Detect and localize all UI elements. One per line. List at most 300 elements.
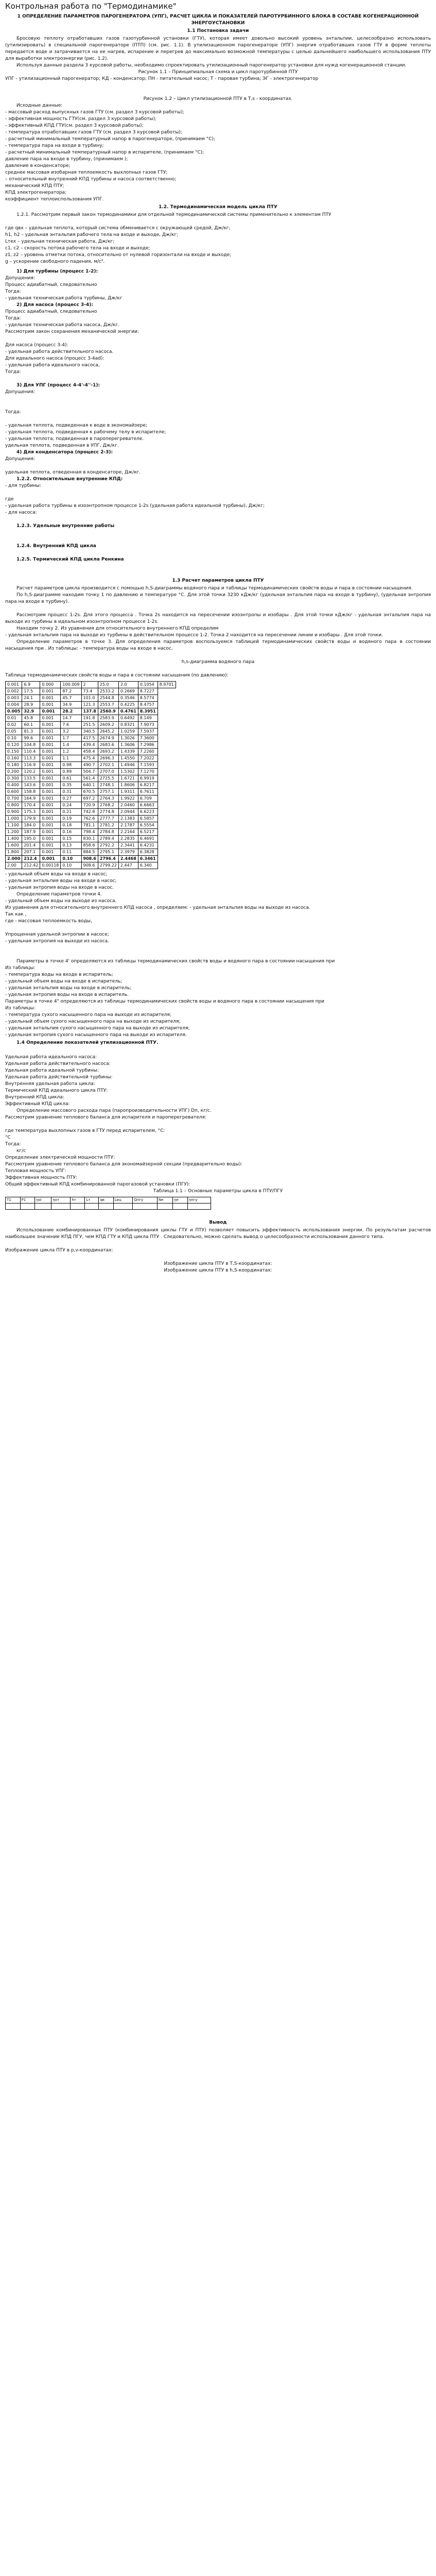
table-cell: 87.2 — [61, 688, 81, 695]
table-cell — [187, 1204, 211, 1210]
table-header-cell: Lт — [85, 1197, 99, 1204]
list-item: где — [5, 497, 14, 502]
table-row — [6, 708, 176, 715]
table-cell: 2796.4 — [98, 856, 118, 862]
list-item: Допущения: — [5, 389, 35, 395]
table-header-cell: Т1 — [6, 1197, 21, 1204]
table-cell: 133.5 — [22, 775, 40, 782]
table-cell: 0.700 — [6, 795, 22, 802]
list-item: - для насоса: — [5, 510, 37, 515]
list-item: механический КПД ПТУ; — [5, 183, 64, 189]
list-item: - для турбины: — [5, 483, 42, 488]
table-cell: 2795.1 — [98, 849, 118, 856]
table-cell: 0.4761 — [118, 708, 138, 715]
table-row — [6, 822, 176, 829]
table-cell: 2799.22 — [98, 862, 118, 869]
table-cell: 8.9701 — [158, 682, 176, 688]
table-row — [6, 702, 176, 708]
table-cell: 0.89 — [61, 769, 81, 775]
list-item: - температура сухого насыщенного пара на выходе из испарителя; — [5, 1012, 171, 1018]
table-cell: 0.005 — [6, 708, 22, 715]
table-cell: 14.7 — [61, 715, 81, 722]
table-cell: 670.5 — [81, 789, 98, 795]
table-cell: 0.180 — [6, 762, 22, 769]
table-cell: 2748.1 — [98, 782, 118, 789]
table-cell: 1.9311 — [118, 789, 138, 795]
paragraph: По h,S-диаграмме находим точку 1 по давлению и температуре °С. Для этой точки 3230 кДж/кг (удельная энтальпия пара на входе в турбину), (удельная энтропия пара на входе в турбину). — [5, 592, 431, 604]
hs-diagram-label: Изображение цикла ПТУ в h,S-координатах: — [164, 1268, 272, 1273]
table-cell: 0.003 — [6, 695, 22, 702]
table-cell: 858.6 — [81, 842, 98, 849]
list-item: Lтех – удельная техническая работа, Дж/кг; — [5, 239, 115, 244]
list-item: g – ускорение свободного падения, м/с². — [5, 259, 105, 264]
pump-heading: 2) Для насоса (процесс 3-4): — [16, 302, 93, 308]
saturation-properties-table — [5, 681, 176, 869]
list-item: кг/с — [16, 1148, 26, 1154]
list-item: Рассмотрим закон сохранения механической энергии: — [5, 329, 139, 334]
subsection-1-2-heading: 1.2. Термодинамическая модель цикла ПТУ — [159, 205, 277, 210]
table-cell: 2553.7 — [98, 702, 118, 708]
table-cell — [20, 1204, 34, 1210]
table-cell — [173, 1204, 188, 1210]
table-cell: 81.3 — [22, 728, 40, 735]
figure-1-2-caption: Рисунок 1.2 – Цикл утилизационной ПТУ в T,s - координатах. — [143, 96, 293, 101]
table-cell: 1.9922 — [118, 795, 138, 802]
table-cell: 110.4 — [22, 749, 40, 755]
table-cell: 2609.2 — [98, 722, 118, 728]
table-cell: 0.11 — [61, 849, 81, 856]
table-cell: 2544.8 — [98, 695, 118, 702]
table-cell: 2.1383 — [118, 816, 138, 822]
table-header-cell: ηe — [173, 1197, 188, 1204]
table-cell: 2768.2 — [98, 802, 118, 809]
table-cell: 0.001 — [40, 829, 61, 836]
list-item: Из таблицы: — [5, 965, 36, 971]
table-row — [6, 735, 176, 742]
table-cell: 1.8606 — [118, 782, 138, 789]
subsection-1-3-heading: 1.3 Расчет параметров цикла ПТУ — [172, 578, 264, 583]
table-cell: 0.1054 — [138, 682, 158, 688]
table-cell: 0.300 — [6, 775, 22, 782]
list-item: Процесс адиабатный, следовательно — [5, 282, 97, 287]
table-cell: 175.3 — [22, 809, 40, 816]
table-cell: 0.001 — [40, 842, 61, 849]
list-item: h1, h2 – удельная энтальпия рабочего тела на входе и выходе, Дж/кг; — [5, 232, 179, 238]
list-item: Тогда: — [5, 289, 21, 294]
table-cell: 0.01 — [6, 715, 22, 722]
table-cell: 7.1270 — [138, 769, 158, 775]
table-header-cell: Qпгу — [133, 1197, 158, 1204]
list-item: Определение параметров точки 4. — [16, 892, 102, 897]
table-cell: 0.150 — [6, 749, 22, 755]
list-item: - расчетный минимальный температурный напор в парогенераторе, (принимаем °С); — [5, 137, 216, 142]
list-item: - температура пара на входе в турбину; — [5, 143, 104, 148]
list-item: Определение электрической мощности ПТУ: — [5, 1155, 115, 1160]
table-cell: 417.5 — [81, 735, 98, 742]
list-item: - удельная теплота, подведенная к воде в экономайзере; — [5, 423, 148, 428]
table-cell: 2707.0 — [98, 769, 118, 775]
list-item: - температура воды на входе в испаритель; — [5, 972, 113, 977]
table-cell: 2.0 — [118, 682, 138, 688]
table-cell: 0.001 — [40, 735, 61, 742]
section-1-heading: 1 ОПРЕДЕЛЕНИЕ ПАРАМЕТРОВ ПАРОГЕНЕРАТОРА (УПГ), РАСЧЕТ ЦИКЛА И ПОКАЗАТЕЛЕЙ ПАРОТУРБИННОГО БЛОКА В СОСТАВЕ КОГЕНЕРАЦИОННОЙ ЭНЕРГОУСТАНОВКИ — [17, 14, 419, 26]
list-item: - удельный объем сухого насыщенного пара на выходе из испарителя; — [5, 1019, 181, 1024]
table-cell: 8.4757 — [138, 702, 158, 708]
table-cell: 504.7 — [81, 769, 98, 775]
table-cell: 104.8 — [22, 742, 40, 749]
table-cell: 32.9 — [22, 708, 40, 715]
table-cell: 251.5 — [81, 722, 98, 728]
table-cell: 1.7 — [61, 735, 81, 742]
table-row — [6, 722, 176, 728]
table-cell: 0.10 — [61, 862, 81, 869]
list-item: - удельная работа турбины в изоэнтропном процессе 1-2s (удельная работа идеальной турбины), Дж/кг; — [5, 503, 265, 509]
table-cell: 0.00118 — [40, 862, 61, 869]
table-cell: 0.001 — [40, 755, 61, 762]
table-cell: 1.4946 — [118, 762, 138, 769]
table-cell: 0.16 — [61, 829, 81, 836]
list-item: Эффективная мощность ПТУ: — [5, 1175, 78, 1180]
table-cell: 0.4225 — [118, 702, 138, 708]
ts-diagram-label: Изображение цикла ПТУ в T,S-координатах: — [164, 1261, 272, 1266]
table-cell: 0.27 — [61, 795, 81, 802]
list-item: - удельная энтальпия воды на входе в насос; — [5, 878, 117, 884]
list-item: давление в конденсаторе; — [5, 163, 71, 168]
table-cell: 8.7227 — [138, 688, 158, 695]
table-cell: 2764.3 — [98, 795, 118, 802]
table-cell: 121.3 — [81, 702, 98, 708]
table-cell: 2.00 — [6, 862, 22, 869]
table-header-cell: hт — [71, 1197, 85, 1204]
list-item: Удельная работа действительного насоса: — [5, 1061, 111, 1066]
table-row — [6, 836, 176, 842]
table-cell: 762.6 — [81, 816, 98, 822]
list-item: Тогда: — [5, 410, 21, 415]
list-item: Процесс адиабатный, следовательно — [5, 309, 97, 314]
table-cell: 1.5302 — [118, 769, 138, 775]
table-cell: 60.1 — [22, 722, 40, 728]
list-item: Удельная работа идеальной турбины: — [5, 1068, 99, 1073]
list-item: давление пара на входе в турбину, (принимаем ); — [5, 157, 128, 162]
table-cell: 1.4550 — [118, 755, 138, 762]
table-cell: 2674.9 — [98, 735, 118, 742]
conclusion-paragraph: Использование комбинированных ПТУ (комбинирования циклы ГТУ и ПТУ) позволяет повысить эффективность использования энергии. По результатам расчетов наибольшее значение КПД ПГУ, чем КПД ГТУ и КПД цикла ПТУ . Следовательно, можно сделать вывод о целесообразности использования данного типа. — [5, 1228, 431, 1240]
list-item: Удельная работа действительной турбины: — [5, 1075, 113, 1080]
table-row — [6, 789, 176, 795]
table-cell: 2560.9 — [98, 708, 118, 715]
list-item: Внутренний КПД цикла: — [5, 1095, 64, 1100]
list-item: Рассмотрим уравнение теплового баланса для экономайзерной секции (предварительно воды): — [5, 1162, 242, 1167]
table-cell: 6.4231 — [138, 842, 158, 849]
table-cell: 116.9 — [22, 762, 40, 769]
table-cell: 1.400 — [6, 836, 22, 842]
table-cell: 0.001 — [40, 816, 61, 822]
table-cell: 2.000 — [6, 856, 22, 862]
table-row — [6, 829, 176, 836]
paragraph: Определение параметров в точке 3. Для определения параметров воспользуемся таблицей термодинамических свойств воды и водяного пара в состоянии насыщения при . Из таблицы: - температура воды на входе в насос. — [5, 639, 431, 651]
table-cell: 1.3606 — [118, 742, 138, 749]
table-cell: 908.6 — [81, 862, 98, 869]
list-item: Общий эффективный КПД комбинированной парогазовой установки (ПГУ): — [5, 1182, 190, 1187]
table-cell: 0.35 — [61, 782, 81, 789]
table-cell — [99, 1204, 113, 1210]
table-cell: 1.2 — [61, 749, 81, 755]
table-cell: 6.9 — [22, 682, 40, 688]
conclusion-heading: Вывод — [209, 1220, 227, 1225]
table-cell: 0.001 — [6, 682, 22, 688]
section-1-2-3-heading: 1.2.3. Удельные внутренние работы — [16, 523, 115, 529]
list-item: - эффективная мощность ГТУ(см. раздел 3 курсовой работы); — [5, 116, 157, 122]
list-item: коэффициент теплоиспользования УПГ. — [5, 197, 104, 202]
list-item: удельная теплота, отведенная в конденсаторе, Дж/кг. — [5, 470, 141, 475]
table-cell: 2702.1 — [98, 762, 118, 769]
table-cell: 0.000 — [40, 682, 61, 688]
table-cell: 0.2669 — [118, 688, 138, 695]
list-item: где температура выхлопных газов в ГТУ перед испарителем, °С: — [5, 1128, 165, 1133]
table-cell — [133, 1204, 158, 1210]
list-item: - удельная энтальпия сухого насыщенного пара на выходе из испарителя; — [5, 1026, 190, 1031]
table-cell: 7.6 — [61, 722, 81, 728]
table-cell — [71, 1204, 85, 1210]
table-cell: 0.400 — [6, 782, 22, 789]
table-cell: 0.800 — [6, 802, 22, 809]
table-cell: 0.13 — [61, 842, 81, 849]
table-cell: 0.3546 — [118, 695, 138, 702]
section-1-2-2-heading: 1.2.2. Относительные внутренние КПД: — [16, 477, 123, 482]
table-cell: 99.6 — [22, 735, 40, 742]
table-cell: 0.001 — [40, 742, 61, 749]
subsection-1-1-heading: 1.1 Постановка задачи — [187, 28, 249, 33]
table-cell: 6.7611 — [138, 789, 158, 795]
list-item: КПД электрогенератора; — [5, 190, 67, 195]
table-cell: 3.2 — [61, 728, 81, 735]
table-cell: 0.001 — [40, 715, 61, 722]
table-cell: 207.1 — [22, 849, 40, 856]
table-cell: 1.200 — [6, 829, 22, 836]
table-cell: 0.8321 — [118, 722, 138, 728]
table-cell: 164.9 — [22, 795, 40, 802]
list-item: Тогда: — [5, 369, 21, 375]
table-cell: 2777.7 — [98, 816, 118, 822]
list-item: - массовый расход выпускных газов ГТУ (см. раздел 3 курсовой работы); — [5, 110, 184, 115]
table-cell: 2.447 — [118, 862, 138, 869]
table-cell: 2.1787 — [118, 822, 138, 829]
table-cell: 1.3026 — [118, 735, 138, 742]
list-item: Так как , — [5, 912, 27, 917]
table-cell: 0.600 — [6, 789, 22, 795]
table-cell: 0.001 — [40, 728, 61, 735]
table-cell: 7.1593 — [138, 762, 158, 769]
intro-paragraph-2: Используя данные раздела 3 курсовой работы, необходимо спроектировать утилизационный парогенератор установки для нужд когенерационной станции. — [16, 63, 407, 68]
table-cell: 25.0 — [98, 682, 118, 688]
table-row — [6, 775, 176, 782]
list-item: - удельная энтальпия воды на входе в испаритель; — [5, 986, 132, 991]
table-cell: 45.7 — [61, 695, 81, 702]
table-cell: 0.31 — [61, 789, 81, 795]
cycle-parameters-table — [5, 1197, 211, 1210]
table-cell: 0.001 — [40, 688, 61, 695]
table-row — [6, 862, 176, 869]
table-cell: 640.1 — [81, 782, 98, 789]
list-item: Параметры в точке 4" определяются из таблицы термодинамических свойств воды и водяного пара в состоянии насыщения при — [5, 999, 325, 1004]
table-cell: 2696.3 — [98, 755, 118, 762]
list-item: - удельная теплота, подведенная в пароперегревателе. — [5, 436, 144, 442]
section-1-2-5-heading: 1.2.5. Термический КПД цикла Ренкина — [16, 557, 124, 562]
table-cell — [113, 1204, 133, 1210]
table-cell: 8.3951 — [138, 708, 158, 715]
after-table-text — [5, 871, 431, 1039]
table-cell: 6.4691 — [138, 836, 158, 842]
table-header-cell: ηпгу — [187, 1197, 211, 1204]
table-cell: 458.4 — [81, 749, 98, 755]
table-cell: 6.8217 — [138, 782, 158, 789]
table-cell: 7.3600 — [138, 735, 158, 742]
table-cell: 0.900 — [6, 809, 22, 816]
table-cell: 0.001 — [40, 789, 61, 795]
upg-heading: 3) Для УПГ (процесс 4-4'-4''-1): — [16, 383, 100, 388]
list-item: Из таблицы: — [5, 1006, 36, 1011]
table-row — [6, 769, 176, 775]
table-cell: 6.5217 — [138, 829, 158, 836]
table-cell: 1.100 — [6, 822, 22, 829]
table-row — [6, 842, 176, 849]
table-row — [6, 795, 176, 802]
table-row — [6, 755, 176, 762]
table-cell: 212.42 — [22, 862, 40, 869]
table-cell: 113.3 — [22, 755, 40, 762]
table-cell: 0.001 — [40, 849, 61, 856]
table-cell: 1.0259 — [118, 728, 138, 735]
table-cell: 2693.2 — [98, 749, 118, 755]
table-cell: 798.4 — [81, 829, 98, 836]
table-cell: 0.10 — [61, 856, 81, 862]
subsection-1-4-heading: 1.4 Определение показателей утилизационной ПТУ. — [16, 1040, 159, 1045]
table-cell: 45.8 — [22, 715, 40, 722]
props-table-caption: Таблица термодинамических свойств воды и пара в состоянии насыщения (по давлению): — [5, 673, 229, 678]
table-cell: 2583.9 — [98, 715, 118, 722]
list-item: где qвх – удельная теплота, который система обменивается с окружающей средой, Дж/кг; — [5, 226, 231, 231]
table-cell: 7.9073 — [138, 722, 158, 728]
table-cell: 1.1 — [61, 755, 81, 762]
hs-diagram-caption: h,s-диаграмма водяного пара — [181, 659, 255, 665]
table-cell: 2784.8 — [98, 829, 118, 836]
paragraph: Рассмотрим процесс 1-2s. Для этого процесса . Точка 2s находится на пересечении изоэнтропы и изобары . Для этой точки кДж/кг - удельная энтальпия пара на выходе из турбины в идеальном изоэнтропном процессе 1-2s. — [5, 613, 431, 624]
initial-data-label: Исходные данные: — [16, 103, 63, 108]
table-cell: 0.001 — [40, 782, 61, 789]
table-header-cell: Р1 — [20, 1197, 34, 1204]
list-item: Допущения: — [5, 456, 35, 462]
list-item: - температура отработавших газов ГТУ (см. раздел 3 курсовой работы); — [5, 130, 182, 135]
table-row — [6, 742, 176, 749]
table-cell: 8.5774 — [138, 695, 158, 702]
document-title: Контрольная работа по "Термодинамике" — [5, 2, 177, 11]
table-header-cell: ηoi — [34, 1197, 51, 1204]
table-row — [6, 682, 176, 688]
table-cell: 2.3979 — [118, 849, 138, 856]
table-cell: 0.001 — [40, 749, 61, 755]
table-row — [6, 802, 176, 809]
list-item: где - массовая теплоемкость воды, — [5, 919, 92, 924]
table-cell: 191.8 — [81, 715, 98, 722]
table-cell: 340.5 — [81, 728, 98, 735]
table-cell: 2.2164 — [118, 829, 138, 836]
list-item: - удельная энтропия на выходе из насоса. — [5, 939, 110, 944]
list-item: Параметры в точке 4' определяются из таблицы термодинамических свойств воды и водяного пара в состоянии насыщения при — [16, 959, 335, 964]
table-row — [6, 809, 176, 816]
table-cell: 2774.8 — [98, 809, 118, 816]
table-cell — [34, 1204, 51, 1210]
table-cell: 0.001 — [40, 702, 61, 708]
table-cell: 0.19 — [61, 816, 81, 822]
list-item: - удельная техническая работа турбины, Дж/кг — [5, 296, 123, 301]
table-row — [6, 688, 176, 695]
table-cell: 100.009 — [61, 682, 81, 688]
table-cell: 8.149 — [138, 715, 158, 722]
table-cell: 1.4339 — [118, 749, 138, 755]
table-cell: 6.709 — [138, 795, 158, 802]
condenser-heading: 4) Для конденсатора (процесс 2-3): — [16, 450, 113, 455]
table-cell: 6.6223 — [138, 809, 158, 816]
table-row — [6, 695, 176, 702]
list-item: c1, c2 – скорость потока рабочего тела на входе и выходе; — [5, 246, 150, 251]
list-item: - удельная работа действительного насоса. — [5, 349, 114, 354]
table-cell: 28.2 — [61, 708, 81, 715]
figure-1-1-caption: Рисунок 1.1 – Принципиальная схема и цикл паротурбинной ПТУ — [138, 70, 298, 75]
table-cell: 2792.2 — [98, 842, 118, 849]
list-item: Внутренняя удельная работа цикла: — [5, 1081, 95, 1087]
table-cell: 0.200 — [6, 769, 22, 775]
table-row — [6, 849, 176, 856]
table-cell: 158.8 — [22, 789, 40, 795]
table-header-cell: ηoт — [51, 1197, 71, 1204]
list-item: - удельная теплота, подведенная к рабочему телу в испарителе; — [5, 430, 166, 435]
table-cell: 781.1 — [81, 822, 98, 829]
table-cell: 2 — [81, 682, 98, 688]
list-item: - удельная техническая работа насоса, Дж/кг. — [5, 323, 119, 328]
table-cell: 0.21 — [61, 809, 81, 816]
table-cell: 0.001 — [40, 769, 61, 775]
table-cell: 720.9 — [81, 802, 98, 809]
table-header-cell: qв — [99, 1197, 113, 1204]
section-1-2-4-heading: 1.2.4. Внутренний КПД цикла — [16, 544, 96, 549]
table-cell: 2757.1 — [98, 789, 118, 795]
table-cell: 2645.2 — [98, 728, 118, 735]
list-item: удельная теплота, подведенная в УПГ, Дж/кг. — [5, 443, 119, 448]
table-cell: 137.8 — [81, 708, 98, 715]
table-cell: 908.6 — [81, 856, 98, 862]
table-cell: 0.004 — [6, 702, 22, 708]
paragraph: Расчет параметров цикла производится с помощью h,S-диаграммы водяного пара и таблицы термодинамических свойств воды и пара в состоянии насыщения. — [16, 586, 413, 591]
table-cell: 6.3461 — [138, 856, 158, 862]
list-item: Определение массового расхода пара (паропроизводительности УПГ) Dп, кг/с. — [16, 1108, 212, 1113]
table-cell — [6, 1204, 21, 1210]
table-cell: 101.0 — [81, 695, 98, 702]
table-cell: 0.001 — [40, 695, 61, 702]
table-cell: 7.2986 — [138, 742, 158, 749]
table-header-cell: Nе — [157, 1197, 172, 1204]
list-item: Рассмотрим уравнение теплового баланса для испарителя и пароперегревателя: — [5, 1115, 206, 1120]
table-cell: 0.120 — [6, 742, 22, 749]
table-cell: 187.9 — [22, 829, 40, 836]
table-cell: 24.1 — [22, 695, 40, 702]
table-cell: 6.9919 — [138, 775, 158, 782]
table-cell: 195.0 — [22, 836, 40, 842]
list-item: - расчетный минимальный температурный напор в испарителе, (принимаем °С); — [5, 150, 204, 155]
table-row — [6, 1204, 211, 1210]
list-item: Из уравнения для относительного внутреннего КПД насоса , определяем: - удельная энтальпия воды на выходе из насоса. — [5, 905, 310, 910]
list-item: - удельный объем воды на входе в испаритель; — [5, 979, 123, 984]
table-cell: 742.8 — [81, 809, 98, 816]
